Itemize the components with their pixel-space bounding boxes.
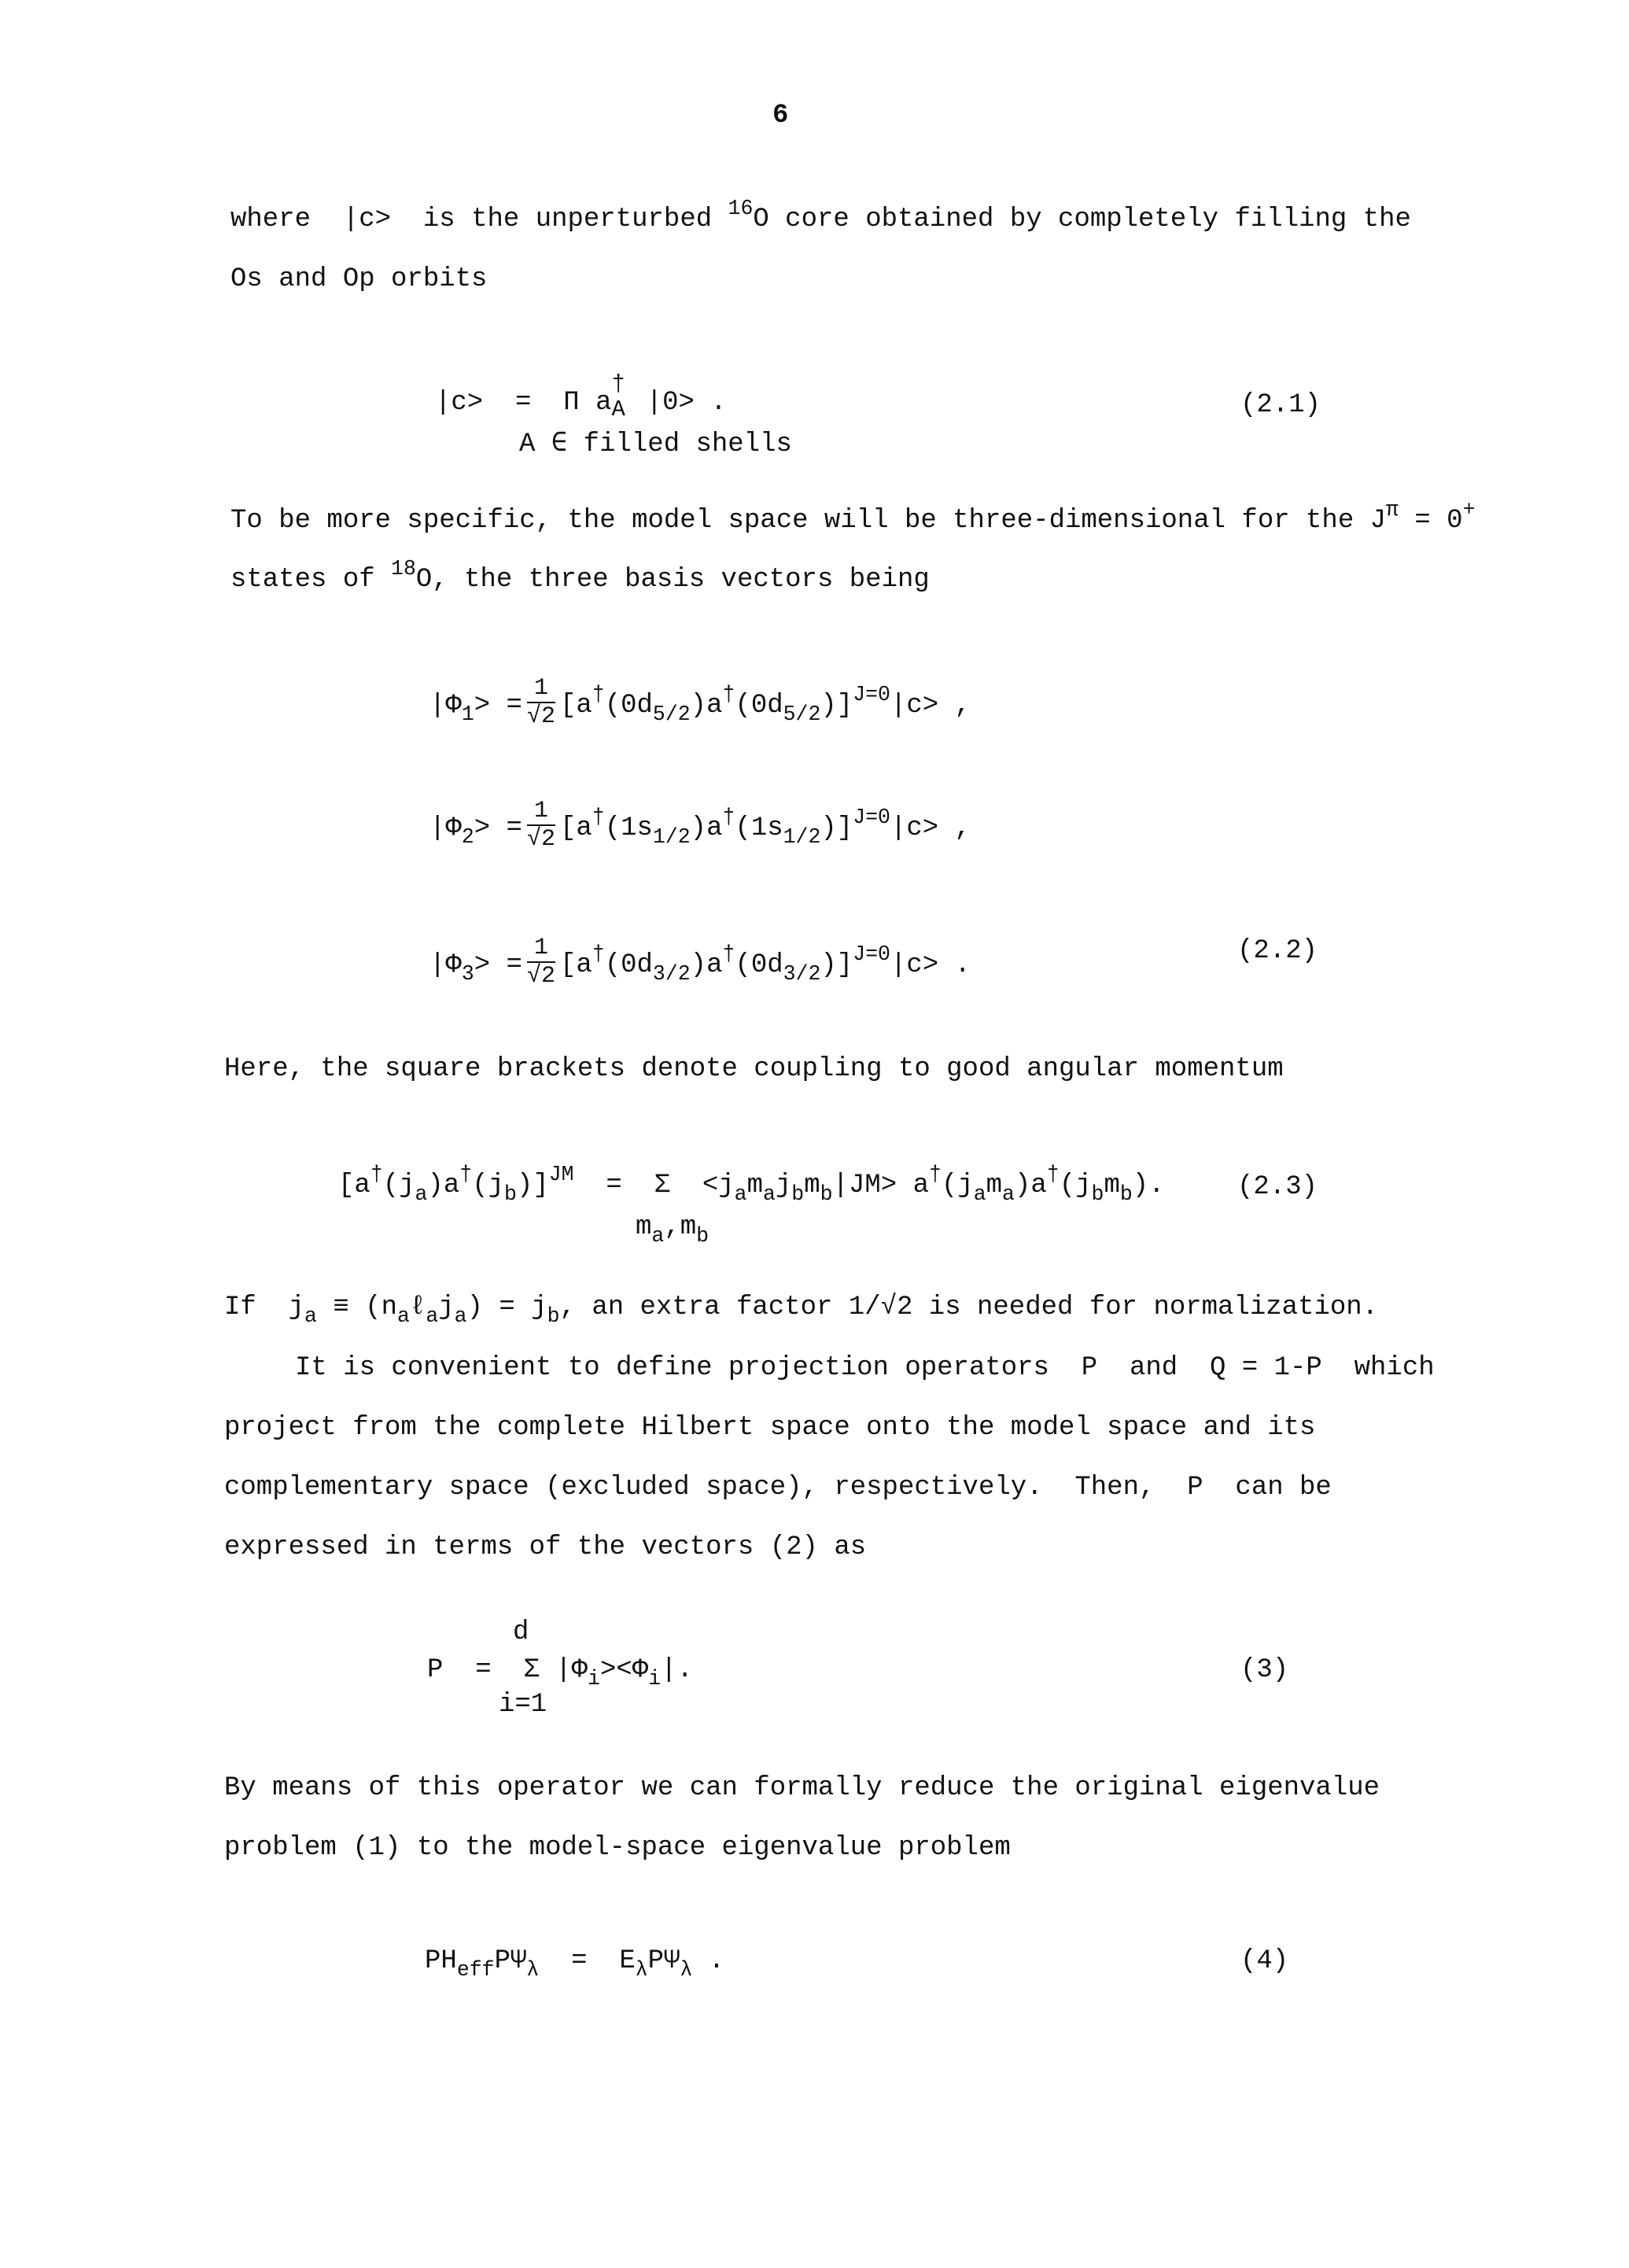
equation-number-2-3: (2.3) — [1237, 1172, 1318, 1202]
equation-4: $PH_{eff}P\Psi_\lambda = E_\lambda P\Psi_\lambda$ . — [425, 1946, 725, 1982]
page-number: 6 — [772, 101, 789, 131]
equation-3-lower: i=1 — [499, 1690, 547, 1720]
equation-2-3-sum-index: $m_a,m_b$ — [636, 1212, 709, 1248]
paragraph-6-line-2: problem (1) to the model-space eigenvalue problem — [224, 1833, 1011, 1863]
paragraph-2-line-2: states of $^{18}$O, the three basis vectors being — [230, 557, 930, 595]
paragraph-2-line-1: To be more specific, the model space will be three-dimensional for the $J^\pi = 0^+$ — [230, 498, 1476, 536]
basis-vector-1: $|\Phi_1>$ = $\frac{1}{√2}$ $[a^\dagger(0d_{5/2})a^\dagger(0d_{5/2})]^{J=0}|c>$ , — [429, 675, 971, 730]
equation-number-2-1: (2.1) — [1240, 390, 1321, 420]
equation-number-4: (4) — [1240, 1946, 1289, 1976]
paragraph-4: If $j_a$ ≡ $(n_a\ell_aj_a) = j_b$, an extra factor 1/√2 is needed for normalization. — [224, 1293, 1379, 1329]
equation-2-1-range: A ∈ filled shells — [519, 430, 792, 459]
basis-vector-2: $|\Phi_2>$ = $\frac{1}{√2}$ $[a^\dagger(1s_{1/2})a^\dagger(1s_{1/2})]^{J=0}|c>$ , — [429, 798, 971, 853]
paragraph-1-line-1: where |c> is the unperturbed $^{16}$O core obtained by completely filling the — [230, 197, 1411, 234]
equation-number-2-2: (2.2) — [1237, 936, 1318, 966]
equation-3-upper: d — [513, 1617, 529, 1647]
paragraph-5-line-3: complementary space (excluded space), respectively. Then, P can be — [224, 1473, 1332, 1503]
paragraph-5-line-4: expressed in terms of the vectors (2) as — [224, 1532, 867, 1562]
equation-3: P = Σ $|\Phi_i><\Phi_i|$. — [427, 1655, 693, 1691]
equation-2-3: $[a^\dagger(j_a)a^\dagger(j_b)]^{JM} = \Sigma <j_am_aj_bm_b|JM> a^\dagger(j_am_a)a^\dagger(j_bm_b)$. — [338, 1163, 1165, 1207]
paragraph-3: Here, the square brackets denote coupling to good angular momentum — [224, 1054, 1284, 1084]
paragraph-5-line-2: project from the complete Hilbert space onto the model space and its — [224, 1413, 1316, 1443]
paragraph-6-line-1: By means of this operator we can formally reduce the original eigenvalue — [224, 1773, 1380, 1803]
equation-number-3: (3) — [1240, 1655, 1289, 1685]
equation-2-1: |c> = Π a † A |0> . — [435, 371, 727, 422]
basis-vector-3: $|\Phi_3>$ = $\frac{1}{√2}$ $[a^\dagger(0d_{3/2})a^\dagger(0d_{3/2})]^{J=0}|c>$ . — [429, 935, 971, 990]
paragraph-1-line-2: Os and Op orbits — [230, 264, 488, 294]
paragraph-5-line-1: It is convenient to define projection operators P and Q = 1-P which — [295, 1353, 1435, 1383]
